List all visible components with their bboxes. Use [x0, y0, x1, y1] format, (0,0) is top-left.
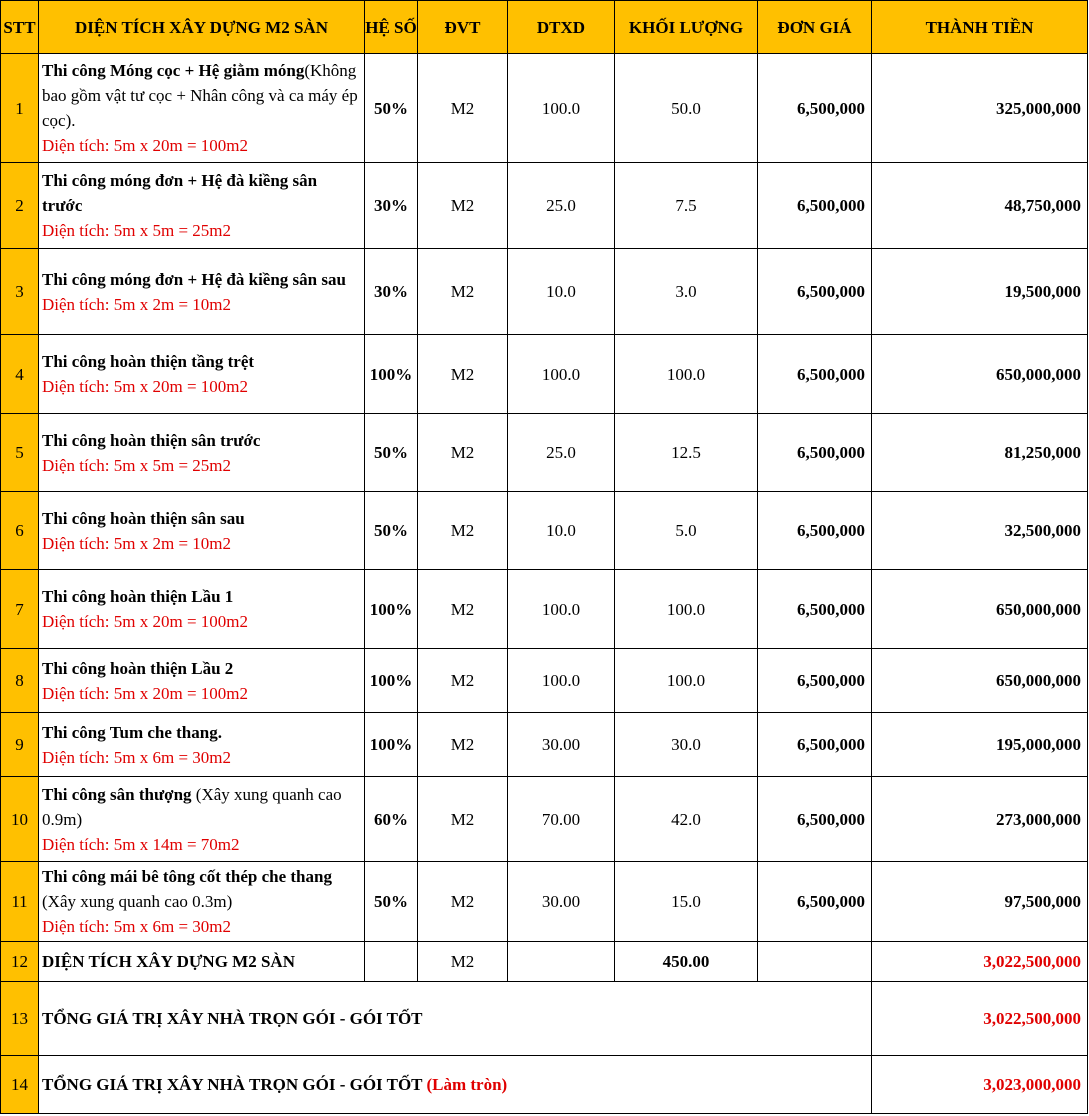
row-stt: 8: [1, 649, 39, 713]
row-dtxd: 25.0: [508, 414, 615, 492]
row-stt: 2: [1, 163, 39, 249]
row-title: Thi công Móng cọc + Hệ giằm móng: [42, 61, 305, 80]
row-he-so: 100%: [365, 649, 418, 713]
row-description: [39, 777, 365, 862]
row-dtxd: 10.0: [508, 249, 615, 335]
row-dtxd: 100.0: [508, 649, 615, 713]
rounded-note: (Làm tròn): [426, 1075, 508, 1094]
header-description: DIỆN TÍCH XÂY DỰNG M2 SÀN: [39, 1, 365, 54]
row-khoi-luong: 100.0: [615, 649, 758, 713]
row-description: [39, 249, 365, 335]
row-khoi-luong: 3.0: [615, 249, 758, 335]
row-thanh-tien: 19,500,000: [872, 249, 1088, 335]
row-stt: 10: [1, 777, 39, 862]
row-area: Diện tích: 5m x 20m = 100m2: [42, 612, 249, 631]
row-thanh-tien: 195,000,000: [872, 713, 1088, 777]
row-stt: 6: [1, 492, 39, 570]
rounded-total-label-cell: [39, 1056, 872, 1114]
row-description: [39, 492, 365, 570]
row-stt: 4: [1, 335, 39, 414]
row-stt: 12: [1, 942, 39, 982]
table-row: [1, 163, 1088, 249]
row-title: Thi công hoàn thiện Lầu 1: [42, 587, 234, 606]
row-dtxd: 25.0: [508, 163, 615, 249]
row-stt: 3: [1, 249, 39, 335]
row-dvt: M2: [418, 862, 508, 942]
row-dvt: M2: [418, 570, 508, 649]
row-description: [39, 414, 365, 492]
row-khoi-luong: 100.0: [615, 570, 758, 649]
row-stt: 5: [1, 414, 39, 492]
header-stt: STT: [1, 1, 39, 54]
row-title: Thi công mái bê tông cốt thép che thang: [42, 867, 332, 886]
row-description: [39, 335, 365, 414]
row-stt: 11: [1, 862, 39, 942]
header-row: [1, 1, 1088, 54]
table-row: [1, 713, 1088, 777]
row-dvt: M2: [418, 777, 508, 862]
row-thanh-tien: 650,000,000: [872, 649, 1088, 713]
row-area: Diện tích: 5m x 6m = 30m2: [42, 747, 232, 767]
row-khoi-luong: 7.5: [615, 163, 758, 249]
row-don-gia: 6,500,000: [758, 414, 872, 492]
table-row: [1, 570, 1088, 649]
row-area: Diện tích: 5m x 5m = 25m2: [42, 221, 232, 240]
row-dtxd: 30.00: [508, 713, 615, 777]
header-dvt: ĐVT: [418, 1, 508, 54]
row-dtxd: 100.0: [508, 570, 615, 649]
row-don-gia: 6,500,000: [758, 570, 872, 649]
row-description: [39, 163, 365, 249]
row-dtxd: 70.00: [508, 777, 615, 862]
row-he-so: 30%: [365, 249, 418, 335]
row-stt: 13: [1, 982, 39, 1056]
row-he-so: 100%: [365, 713, 418, 777]
row-don-gia: 6,500,000: [758, 862, 872, 942]
row-he-so: 50%: [365, 862, 418, 942]
empty-cell: [758, 942, 872, 982]
row-he-so: 30%: [365, 163, 418, 249]
rounded-total-label: TỔNG GIÁ TRỊ XÂY NHÀ TRỌN GÓI - GÓI TỐT: [42, 1075, 423, 1094]
row-dvt: M2: [418, 335, 508, 414]
row-thanh-tien: 273,000,000: [872, 777, 1088, 862]
row-area: Diện tích: 5m x 2m = 10m2: [42, 294, 232, 314]
summary-dvt: M2: [418, 942, 508, 982]
header-thanh-tien: THÀNH TIỀN: [872, 1, 1088, 54]
row-khoi-luong: 12.5: [615, 414, 758, 492]
total-value: 3,022,500,000: [872, 982, 1088, 1056]
row-note: (Xây xung quanh cao 0.3m): [42, 892, 233, 911]
row-description: [39, 649, 365, 713]
row-thanh-tien: 97,500,000: [872, 862, 1088, 942]
row-he-so: 50%: [365, 414, 418, 492]
row-dvt: M2: [418, 649, 508, 713]
row-description: [39, 570, 365, 649]
row-area: Diện tích: 5m x 14m = 70m2: [42, 834, 240, 854]
row-he-so: 100%: [365, 335, 418, 414]
header-he-so: HỆ SỐ: [365, 1, 418, 54]
row-dtxd: 100.0: [508, 54, 615, 163]
row-description: [39, 862, 365, 942]
row-thanh-tien: 650,000,000: [872, 335, 1088, 414]
summary-area-label: DIỆN TÍCH XÂY DỰNG M2 SÀN: [39, 942, 365, 982]
summary-khoi-luong: 450.00: [615, 942, 758, 982]
total-row: [1, 982, 1088, 1056]
row-dtxd: 100.0: [508, 335, 615, 414]
header-khoi-luong: KHỐI LƯỢNG: [615, 1, 758, 54]
row-area: Diện tích: 5m x 2m = 10m2: [42, 533, 232, 553]
row-title: Thi công hoàn thiện tầng trệt: [42, 352, 255, 371]
table-row: [1, 54, 1088, 163]
row-he-so: 100%: [365, 570, 418, 649]
row-khoi-luong: 15.0: [615, 862, 758, 942]
row-note: (Xây xung quanh cao 0.9m): [42, 784, 342, 829]
row-khoi-luong: 100.0: [615, 335, 758, 414]
row-area: Diện tích: 5m x 20m = 100m2: [42, 683, 249, 703]
table-row: [1, 862, 1088, 942]
table-row: [1, 414, 1088, 492]
table-row: [1, 335, 1088, 414]
row-khoi-luong: 30.0: [615, 713, 758, 777]
row-khoi-luong: 50.0: [615, 54, 758, 163]
row-title: Thi công hoàn thiện sân sau: [42, 508, 245, 528]
row-he-so: 50%: [365, 54, 418, 163]
summary-row-area: [1, 942, 1088, 982]
summary-total: 3,022,500,000: [872, 942, 1088, 982]
rounded-total-value: 3,023,000,000: [872, 1056, 1088, 1114]
row-don-gia: 6,500,000: [758, 335, 872, 414]
row-dvt: M2: [418, 492, 508, 570]
row-thanh-tien: 650,000,000: [872, 570, 1088, 649]
row-area: Diện tích: 5m x 20m = 100m2: [42, 377, 249, 396]
row-stt: 1: [1, 54, 39, 163]
row-don-gia: 6,500,000: [758, 249, 872, 335]
row-description: [39, 54, 365, 163]
empty-cell: [365, 942, 418, 982]
row-dvt: M2: [418, 414, 508, 492]
row-thanh-tien: 81,250,000: [872, 414, 1088, 492]
table-row: [1, 492, 1088, 570]
row-khoi-luong: 5.0: [615, 492, 758, 570]
row-dvt: M2: [418, 163, 508, 249]
row-he-so: 50%: [365, 492, 418, 570]
header-dtxd: DTXD: [508, 1, 615, 54]
row-thanh-tien: 325,000,000: [872, 54, 1088, 163]
empty-cell: [508, 942, 615, 982]
row-area: Diện tích: 5m x 5m = 25m2: [42, 455, 232, 475]
row-title: Thi công sân thượng: [42, 784, 192, 804]
row-dvt: M2: [418, 713, 508, 777]
table-row: [1, 649, 1088, 713]
row-title: Thi công móng đơn + Hệ đà kiềng sân trước: [42, 171, 318, 215]
row-don-gia: 6,500,000: [758, 492, 872, 570]
row-don-gia: 6,500,000: [758, 777, 872, 862]
row-note: (Không bao gồm vật tư cọc + Nhân công và ca máy ép cọc).: [42, 61, 358, 130]
row-area: Diện tích: 5m x 20m = 100m2: [42, 136, 249, 155]
row-title: Thi công Tum che thang.: [42, 722, 222, 742]
row-title: Thi công hoàn thiện sân trước: [42, 430, 261, 450]
row-description: [39, 713, 365, 777]
row-title: Thi công móng đơn + Hệ đà kiềng sân sau: [42, 269, 346, 289]
row-don-gia: 6,500,000: [758, 713, 872, 777]
total-label: TỔNG GIÁ TRỊ XÂY NHÀ TRỌN GÓI - GÓI TỐT: [39, 982, 872, 1056]
row-stt: 7: [1, 570, 39, 649]
row-stt: 14: [1, 1056, 39, 1114]
rounded-total-row: [1, 1056, 1088, 1114]
row-thanh-tien: 48,750,000: [872, 163, 1088, 249]
table-row: [1, 777, 1088, 862]
row-dvt: M2: [418, 249, 508, 335]
row-don-gia: 6,500,000: [758, 649, 872, 713]
table-row: [1, 249, 1088, 335]
row-title: Thi công hoàn thiện Lầu 2: [42, 658, 234, 678]
row-stt: 9: [1, 713, 39, 777]
row-he-so: 60%: [365, 777, 418, 862]
row-dtxd: 30.00: [508, 862, 615, 942]
header-don-gia: ĐƠN GIÁ: [758, 1, 872, 54]
row-area: Diện tích: 5m x 6m = 30m2: [42, 917, 232, 936]
row-thanh-tien: 32,500,000: [872, 492, 1088, 570]
row-dvt: M2: [418, 54, 508, 163]
row-don-gia: 6,500,000: [758, 163, 872, 249]
row-don-gia: 6,500,000: [758, 54, 872, 163]
row-khoi-luong: 42.0: [615, 777, 758, 862]
row-dtxd: 10.0: [508, 492, 615, 570]
